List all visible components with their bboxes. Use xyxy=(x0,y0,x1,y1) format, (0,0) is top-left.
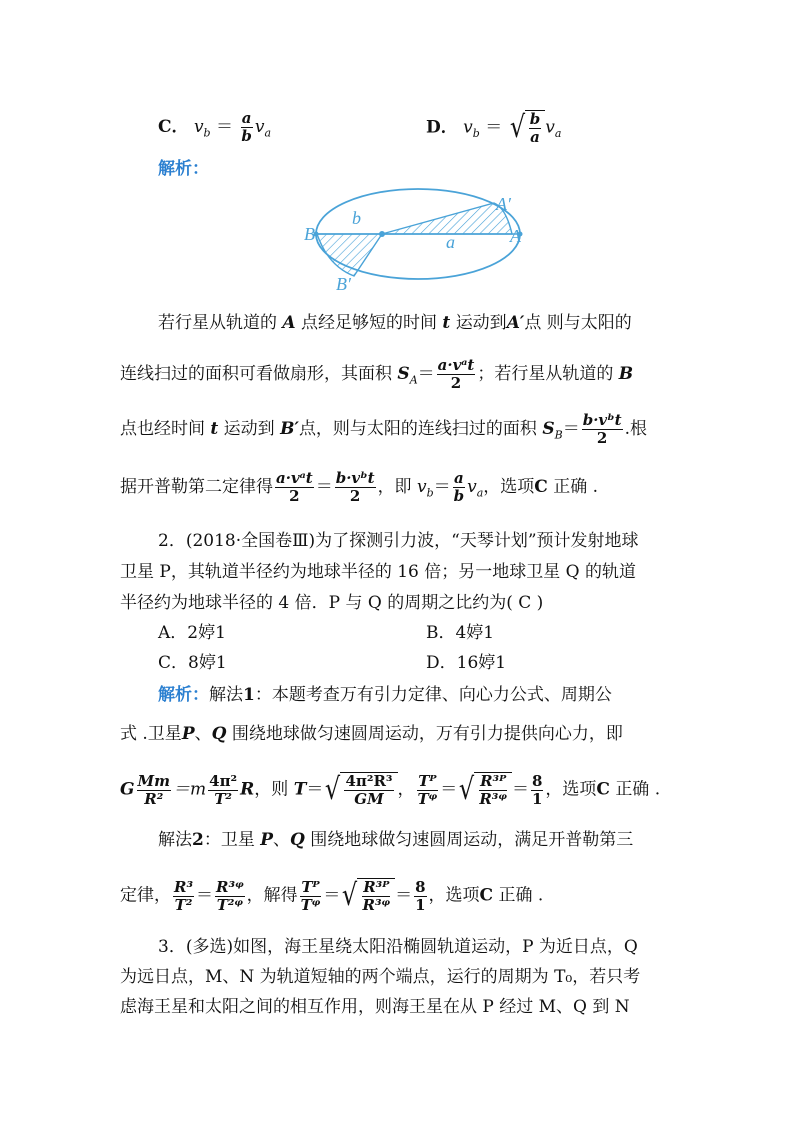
option-d-label: D． xyxy=(426,117,458,138)
sun-point xyxy=(379,231,385,237)
sol2-method2-line: 解法2：卫星 P、Q 围绕地球做匀速圆周运动，满足开普勒第三 xyxy=(158,830,634,850)
para1-line3: 点也经时间 t 运动到 B′点，则与太阳的连线扫过的面积 $S_B=$ $\frac{\text{b·vᵇt}}{2}$ .根 xyxy=(120,411,647,447)
para1-line2: 连线扫过的面积可看做扇形，其面积 $S_A=$ $\frac{\text{a·vᵃt}}{2}$ ；若行星从轨道的 B xyxy=(120,356,634,392)
option-d: D． $v_b$ ＝ √ $\frac{b}{a}$ $v_a$ xyxy=(426,110,562,146)
option-d-sqrt: √ $\frac{b}{a}$ xyxy=(508,110,546,146)
q2-option-c: C．8婷1 xyxy=(158,653,227,673)
sol2-line1: 解析：解法1：本题考查万有引力定律、向心力公式、周期公 xyxy=(158,685,612,705)
para1-line4: 据开普勒第二定律得 $\frac{\text{a·vᵃt}}{2}$ ＝ $\frac{\text{b·vᵇt}}{2}$ ，即 $v_b=$ $\frac{a}{b}$ $v_a$，选项C 正确 . xyxy=(120,469,599,505)
jiexi-label-1: 解析： xyxy=(158,159,209,179)
q2-option-b: B．4婷1 xyxy=(426,623,495,643)
q2-line3: 半径约为地球半径的 4 倍．P 与 Q 的周期之比约为( C ) xyxy=(120,593,544,613)
q2-option-d: D．16婷1 xyxy=(426,653,507,673)
q3-line1: 3．(多选)如图，海王星绕太阳沿椭圆轨道运动，P 为近日点，Q xyxy=(158,937,638,957)
q3-line3: 虑海王星和太阳之间的相互作用，则海王星在从 P 经过 M、Q 到 N xyxy=(120,997,630,1017)
ellipse-orbit-diagram xyxy=(298,186,538,296)
option-c: C． $v_b$ ＝ $\frac{a}{b}$ $v_a$ xyxy=(158,109,272,145)
label-b: b xyxy=(352,208,361,228)
sector-a xyxy=(382,203,512,234)
q2-option-a: A．2婷1 xyxy=(158,623,226,643)
q2-line1: 2．(2018·全国卷Ⅲ)为了探测引力波，“天琴计划”预计发射地球 xyxy=(158,531,639,551)
option-c-label: C． xyxy=(158,117,189,137)
sol2-line2: 式 .卫星P、Q 围绕地球做匀速圆周运动，万有引力提供向心力，即 xyxy=(120,724,623,744)
para1-line1: 若行星从轨道的 A 点经足够短的时间 t 运动到A′点 则与太阳的 xyxy=(158,313,632,333)
sol2-formula1: G $\frac{Mm}{\text{R²}}$ ＝m $\frac{\text{4π²}}{\text{T²}}$ R，则 T＝ √ $\frac{\text{4π²R³}}{GM}$ ， $\frac{\text{Tᴾ}}{\text{Tᵠ}}$ ＝ √ $\frac{\text{R³ᴾ}}{\text{R³ᵠ}}$ ＝ $\frac{8}{1}$ ，选项C 正确 . xyxy=(120,771,661,808)
label-a: a xyxy=(446,232,455,252)
jiexi-label-2: 解析： xyxy=(158,685,209,705)
label-Bprime: B′ xyxy=(336,274,351,294)
label-A: A xyxy=(510,226,521,246)
q2-line2: 卫星 P，其轨道半径约为地球半径的 16 倍；另一地球卫星 Q 的轨道 xyxy=(120,562,637,582)
label-Aprime: A′ xyxy=(496,194,511,214)
label-B: B xyxy=(304,224,315,244)
option-c-fraction: $\frac{a}{b}$ xyxy=(241,109,252,145)
sol2-formula2: 定律， $\frac{\text{R³}}{\text{T²}}$ ＝ $\frac{\text{R³ᵠ}}{\text{T²ᵠ}}$ ，解得 $\frac{\text{Tᴾ}}{\text{Tᵠ}}$ ＝ √ $\frac{\text{R³ᴾ}}{\text{R³ᵠ}}$ ＝ $\frac{8}{1}$ ，选项C 正确 . xyxy=(120,877,544,914)
q3-line2: 为远日点，M、N 为轨道短轴的两个端点，运行的周期为 T₀，若只考 xyxy=(120,967,641,987)
sector-b xyxy=(317,234,382,276)
